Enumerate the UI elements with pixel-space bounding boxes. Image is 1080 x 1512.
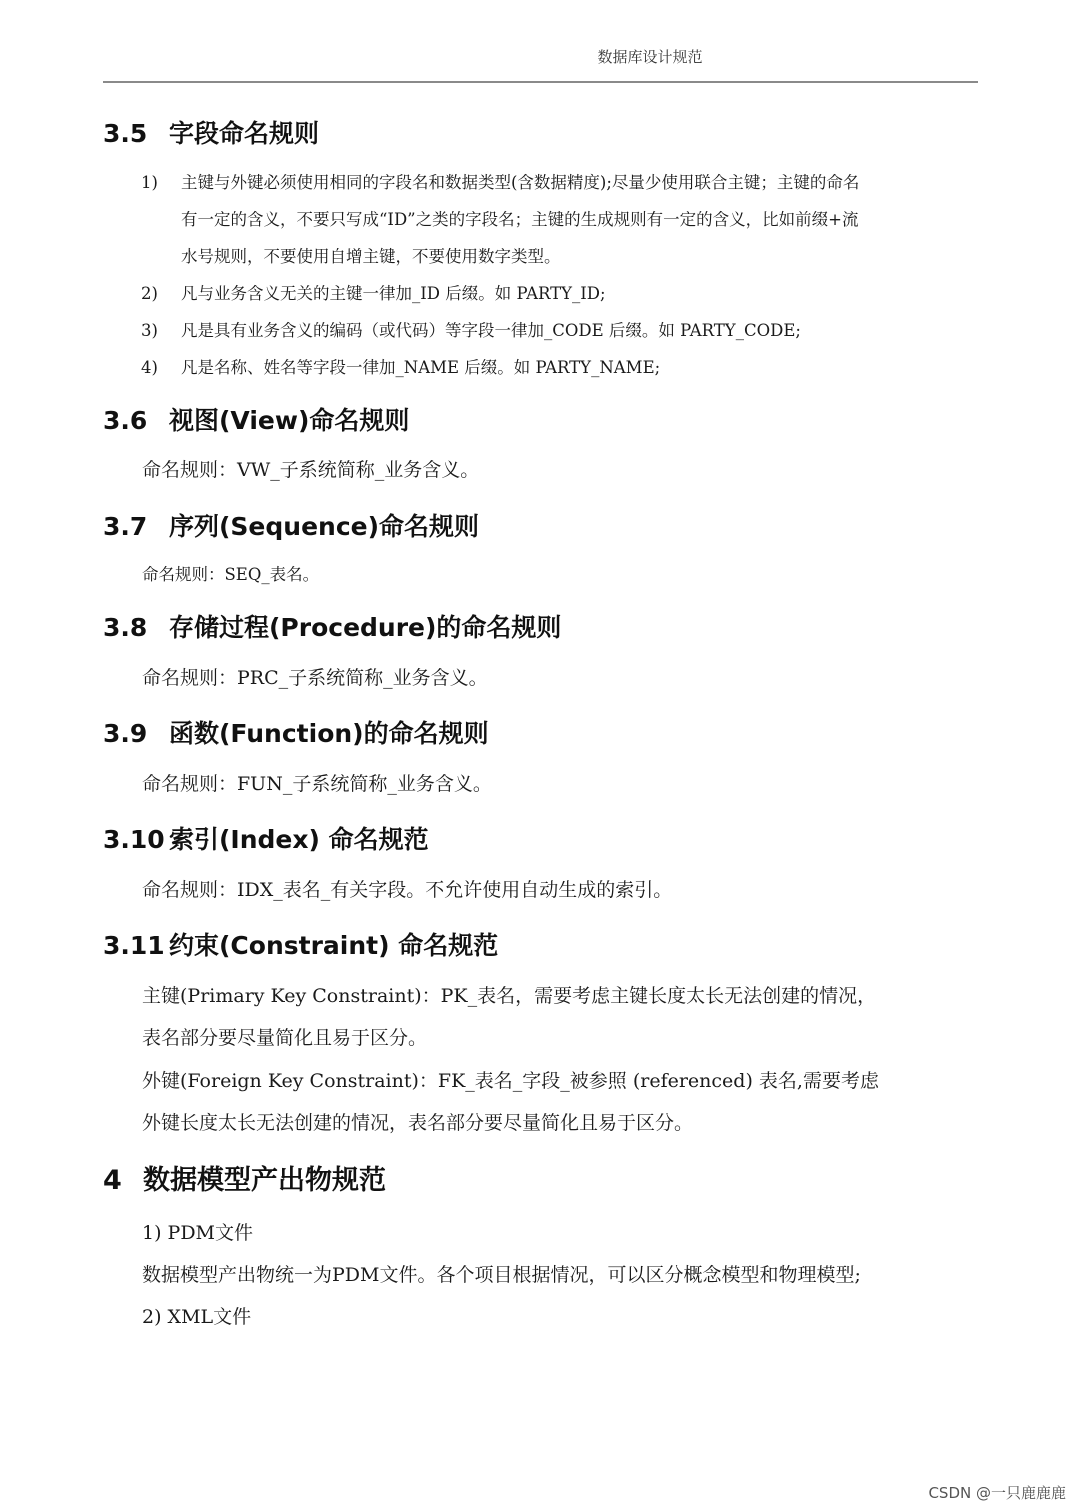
watermark: CSDN @一只鹿鹿鹿	[928, 1484, 1066, 1502]
section-number: 3.10	[103, 825, 165, 854]
chapter-title: 数据模型产出物规范	[143, 1165, 386, 1196]
list-item-text: 凡是名称、姓名等字段一律加_NAME 后缀。如 PARTY_NAME;	[181, 358, 661, 377]
list-item-text: 凡与业务含义无关的主键一律加_ID 后缀。如 PARTY_ID;	[181, 284, 606, 303]
chapter-number: 4	[103, 1165, 122, 1196]
section-heading-3-9	[103, 718, 489, 750]
section-number: 3.11	[103, 931, 165, 960]
list-item	[141, 312, 979, 349]
section-title: 序列(Sequence)命名规则	[169, 512, 480, 541]
section-body-text: 外键长度太长无法创建的情况，表名部分要尽量简化且易于区分。	[142, 1112, 694, 1134]
list-item-text: 凡是具有业务含义的编码（或代码）等字段一律加_CODE 后缀。如 PARTY_CODE;	[181, 321, 801, 340]
section-title: 字段命名规则	[169, 119, 320, 148]
section-title: 函数(Function)的命名规则	[169, 719, 489, 748]
section-number: 3.6	[103, 406, 148, 435]
section-number: 3.5	[103, 119, 148, 148]
section-body-text: 1) PDM文件	[142, 1222, 254, 1244]
section-body-text: 主键(Primary Key Constraint)：PK_表名，需要考虑主键长度太长无法创建的情况，	[142, 985, 877, 1007]
section-heading-3-6	[103, 405, 409, 437]
section-title: 视图(View)命名规则	[169, 406, 410, 435]
section-body-text: 外键(Foreign Key Constraint)：FK_表名_字段_被参照 (referenced) 表名,需要考虑	[142, 1070, 879, 1092]
section-heading-3-10	[103, 824, 429, 856]
section-body-text: 命名规则：PRC_子系统简称_业务含义。	[142, 667, 488, 689]
section-number: 3.7	[103, 512, 148, 541]
section-title: 约束(Constraint) 命名规范	[169, 931, 499, 960]
section-body-text: 2) XML文件	[142, 1306, 252, 1328]
section-number: 3.9	[103, 719, 148, 748]
section-heading-3-8	[103, 612, 561, 644]
section-number: 3.8	[103, 613, 148, 642]
section-body-text: 命名规则：VW_子系统简称_业务含义。	[142, 459, 480, 481]
section-body-text: 命名规则：FUN_子系统简称_业务含义。	[142, 773, 492, 795]
header-divider	[103, 81, 978, 83]
section-heading-3-5	[103, 118, 319, 150]
section-body-text: 表名部分要尽量简化且易于区分。	[142, 1027, 428, 1049]
list-item	[141, 349, 979, 386]
section-heading-3-7	[103, 511, 479, 543]
list-item-continuation: 有一定的含义，不要只写成“ID”之类的字段名；主键的生成规则有一定的含义，比如前缀+流	[181, 210, 859, 229]
list-marker: 1)	[141, 173, 158, 192]
list-marker: 2)	[141, 284, 158, 303]
list-item-text: 主键与外键必须使用相同的字段名和数据类型(含数据精度);尽量少使用联合主键；主键的命名	[181, 173, 860, 192]
section-body-text: 命名规则：SEQ_表名。	[142, 565, 320, 584]
list-marker: 3)	[141, 321, 158, 340]
section-title: 索引(Index) 命名规范	[169, 825, 429, 854]
section-title: 存储过程(Procedure)的命名规则	[169, 613, 562, 642]
running-header-title: 数据库设计规范	[597, 48, 703, 66]
list-marker: 4)	[141, 358, 158, 377]
section-body-text: 命名规则：IDX_表名_有关字段。不允许使用自动生成的索引。	[142, 879, 673, 901]
section-heading-3-11	[103, 930, 498, 962]
list-item	[141, 275, 979, 312]
section-body-text: 数据模型产出物统一为PDM文件。各个项目根据情况，可以区分概念模型和物理模型;	[142, 1264, 861, 1286]
chapter-heading-4	[103, 1164, 386, 1198]
list-item	[141, 164, 979, 201]
list-item-continuation: 水号规则，不要使用自增主键，不要使用数字类型。	[181, 247, 561, 266]
